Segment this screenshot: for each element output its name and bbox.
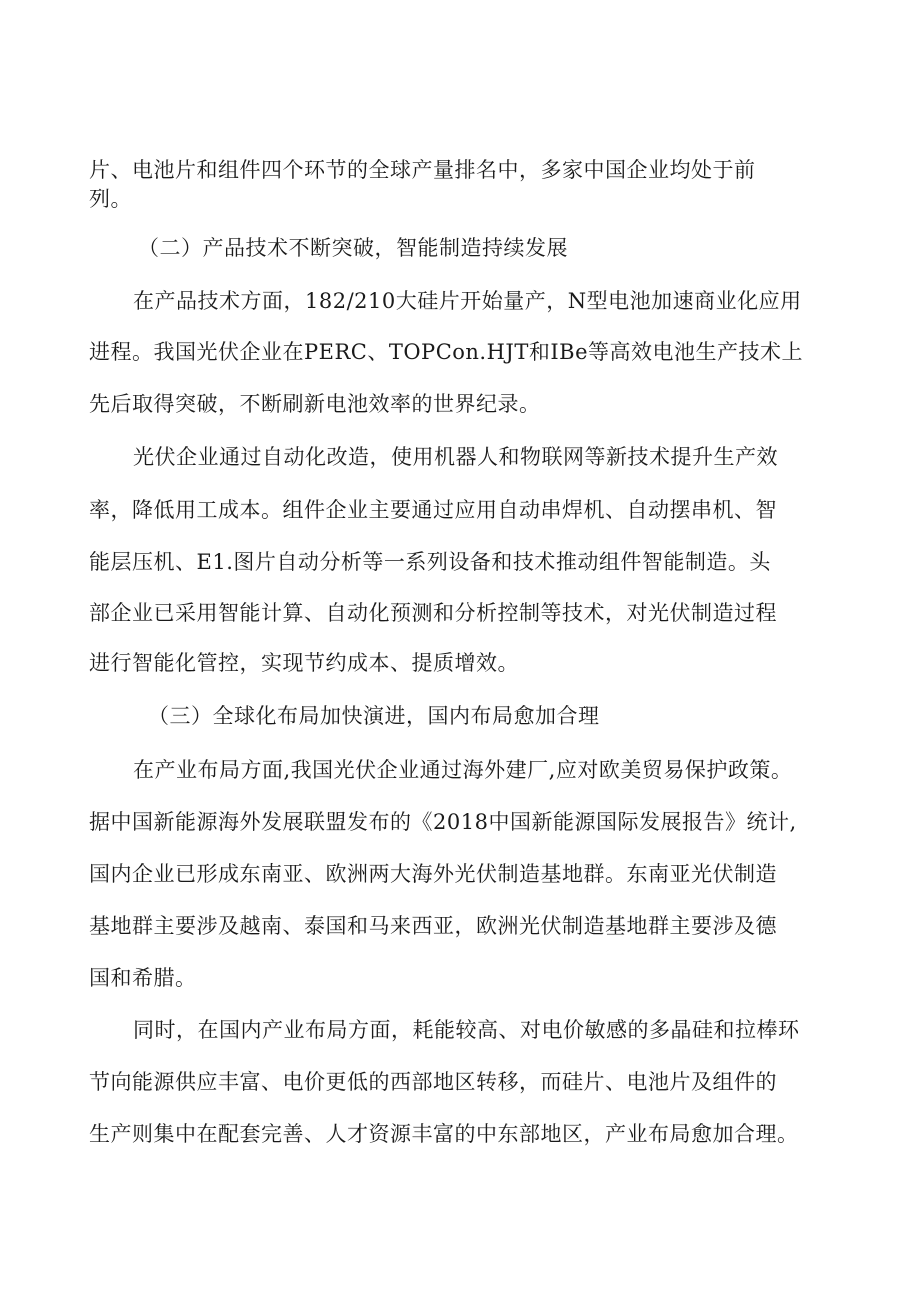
paragraph-3-line-1: 光伏企业通过自动化改造，使用机器人和物联网等新技术提升生产效 bbox=[133, 445, 778, 469]
paragraph-1-line-2: 列。 bbox=[89, 187, 132, 211]
section-heading-3: （三）全球化布局加快演进，国内布局愈加合理 bbox=[148, 704, 600, 728]
paragraph-4-line-4: 基地群主要涉及越南、泰国和马来西亚，欧洲光伏制造基地群主要涉及德 bbox=[89, 914, 777, 938]
paragraph-4-line-3: 国内企业已形成东南亚、欧洲两大海外光伏制造基地群。东南亚光伏制造 bbox=[89, 862, 777, 886]
paragraph-2-line-2: 进程。我国光伏企业在PERC、TOPCon.HJT和IBe等高效电池生产技术上 bbox=[89, 340, 803, 364]
paragraph-3-line-3: 能层压机、E1.图片自动分析等一系列设备和技术推动组件智能制造。头 bbox=[89, 550, 771, 574]
paragraph-3-line-2: 率，降低用工成本。组件企业主要通过应用自动串焊机、自动摆串机、智 bbox=[89, 498, 777, 522]
paragraph-5-line-2: 节向能源供应丰富、电价更低的西部地区转移，而硅片、电池片及组件的 bbox=[89, 1070, 777, 1094]
section-heading-2: （二）产品技术不断突破，智能制造持续发展 bbox=[138, 236, 568, 260]
paragraph-2-line-3: 先后取得突破，不断刷新电池效率的世界纪录。 bbox=[89, 392, 541, 416]
paragraph-4-line-5: 国和希腊。 bbox=[89, 966, 197, 990]
paragraph-3-line-5: 进行智能化管控，实现节约成本、提质增效。 bbox=[89, 651, 519, 675]
paragraph-5-line-3: 生产则集中在配套完善、人才资源丰富的中东部地区，产业布局愈加合理。 bbox=[89, 1122, 799, 1146]
paragraph-5-line-1: 同时，在国内产业布局方面，耗能较高、对电价敏感的多晶硅和拉棒环 bbox=[133, 1018, 800, 1042]
paragraph-2-line-1: 在产品技术方面，182/210大硅片开始量产，N型电池加速商业化应用 bbox=[133, 289, 802, 313]
paragraph-3-line-4: 部企业已采用智能计算、自动化预测和分析控制等技术，对光伏制造过程 bbox=[89, 601, 777, 625]
paragraph-4-line-1: 在产业布局方面,我国光伏企业通过海外建厂,应对欧美贸易保护政策。 bbox=[133, 758, 793, 782]
paragraph-1-line-1: 片、电池片和组件四个环节的全球产量排名中，多家中国企业均处于前 bbox=[89, 158, 756, 182]
paragraph-4-line-2: 据中国新能源海外发展联盟发布的《2018中国新能源国际发展报告》统计, bbox=[89, 810, 797, 834]
